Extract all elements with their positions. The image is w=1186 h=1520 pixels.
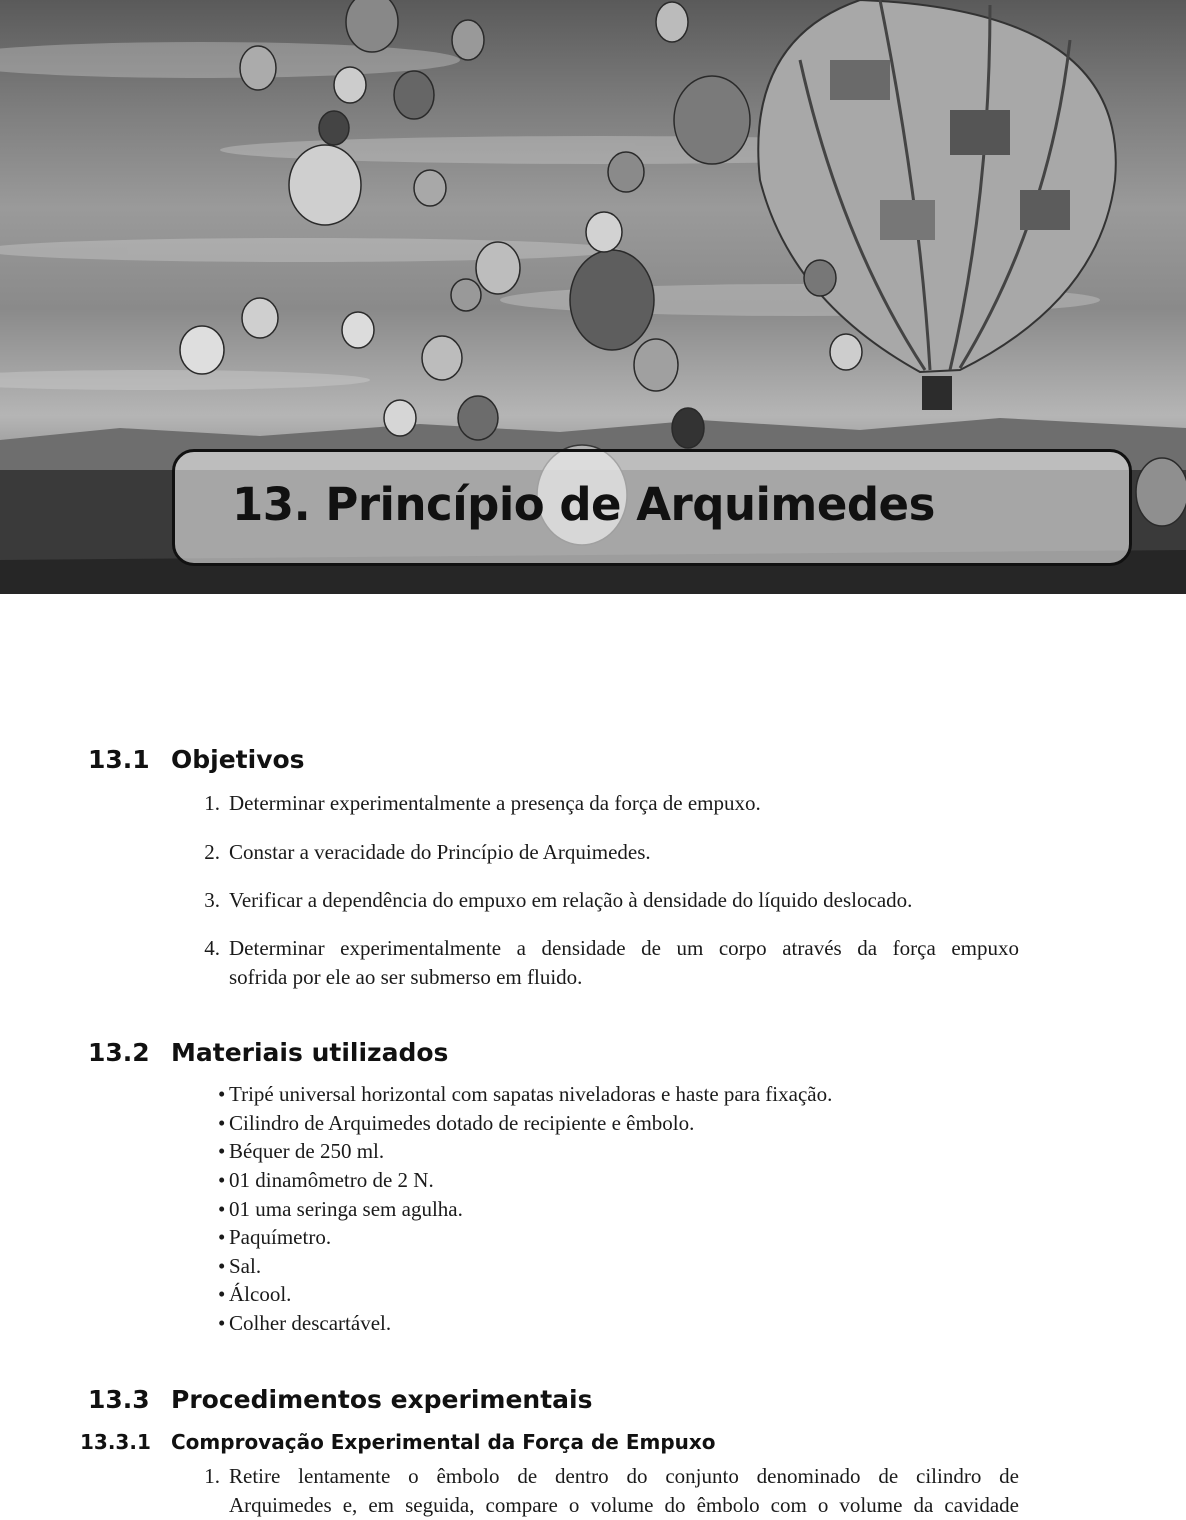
section-title: Materiais utilizados [171,1038,449,1067]
section-title: Objetivos [171,745,305,774]
item-text: 01 uma seringa sem agulha. [229,1197,463,1221]
item-text: Sal. [229,1254,262,1278]
item-number: 1. [204,1464,220,1488]
item-text: Álcool. [229,1282,292,1306]
section-title: Procedimentos experimentais [171,1385,593,1414]
item-number: 2. [204,840,220,864]
item-text: Constar a veracidade do Princípio de Arquimedes. [229,840,651,864]
item-text: 01 dinamômetro de 2 N. [229,1168,434,1192]
item-text-continued: sofrida por ele ao ser submerso em fluido. [229,965,583,989]
item-text: Determinar experimentalmente a presença da força de empuxo. [229,791,761,815]
item-number: 3. [204,888,220,912]
section-number: 13.3 [88,1385,150,1414]
subsection-title: Comprovação Experimental da Força de Empuxo [171,1430,716,1454]
item-text-continued: Arquimedes e, em seguida, compare o volume do êmbolo com o volume da cavidade [229,1493,1019,1517]
item-text: Determinar experimentalmente a densidade de um corpo através da força empuxo [229,936,1019,960]
item-number: 1. [204,791,220,815]
item-text: Cilindro de Arquimedes dotado de recipiente e êmbolo. [229,1111,695,1135]
chapter-title: 13. Princípio de Arquimedes [232,478,935,531]
item-text: Colher descartável. [229,1311,392,1335]
section-number: 13.1 [88,745,150,774]
section-number: 13.2 [88,1038,150,1067]
item-text: Tripé universal horizontal com sapatas niveladoras e haste para fixação. [229,1082,833,1106]
item-text: Béquer de 250 ml. [229,1139,385,1163]
item-text: Verificar a dependência do empuxo em relação à densidade do líquido deslocado. [229,888,913,912]
item-text: Paquímetro. [229,1225,332,1249]
item-text: Retire lentamente o êmbolo de dentro do conjunto denominado de cilindro de [229,1464,1019,1488]
item-number: 4. [204,936,220,960]
subsection-number: 13.3.1 [80,1430,151,1454]
